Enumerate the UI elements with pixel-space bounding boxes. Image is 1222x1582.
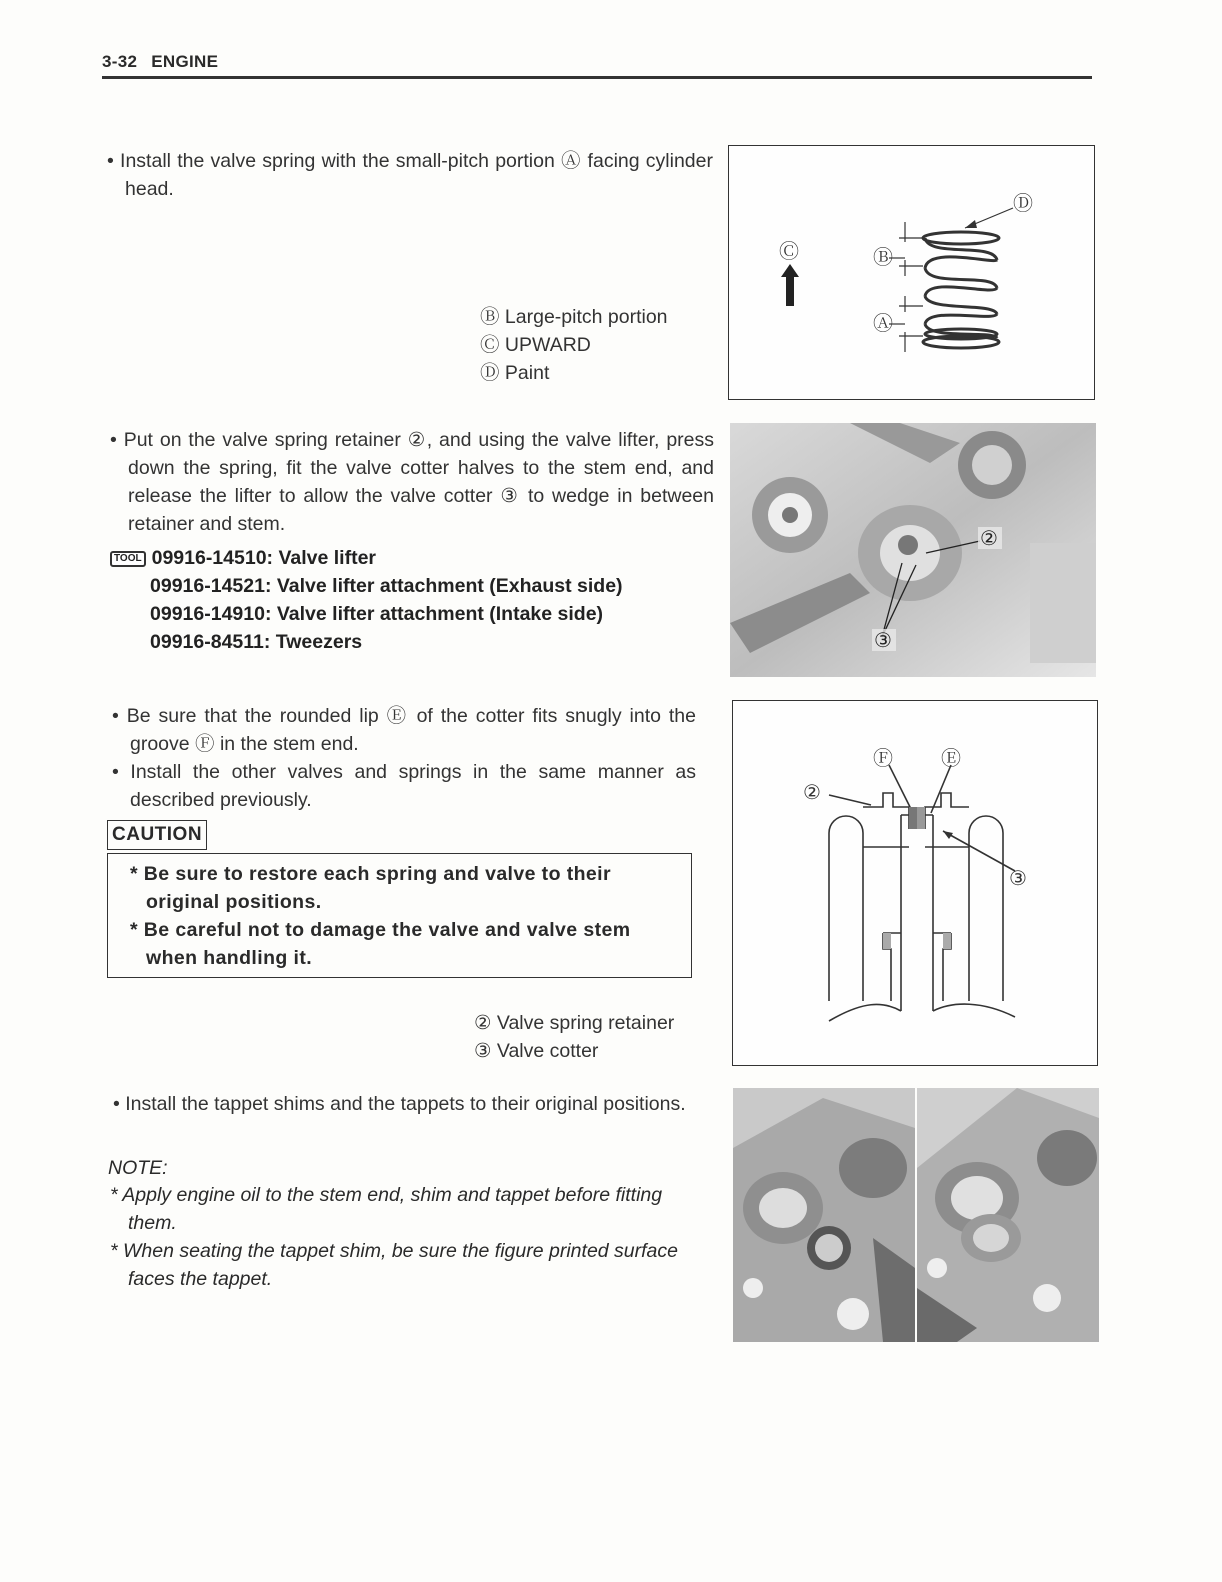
step2-text: • Put on the valve spring retainer ②, and using the valve lifter, press down the spring, fit the valve cotter halves to the stem end, and release the lifter to allow the valve cotter ③ to wedge in between retainer and stem. bbox=[110, 426, 714, 538]
valve-lifter-photo bbox=[730, 423, 1096, 677]
cross-section-illustration bbox=[733, 701, 1096, 1064]
note-title: NOTE: bbox=[108, 1157, 168, 1179]
upward-arrow-icon bbox=[781, 264, 799, 306]
legend-item: Ⓑ Large-pitch portion bbox=[480, 306, 668, 328]
caution-item: * Be careful not to damage the valve and valve stem when handling it. bbox=[130, 919, 631, 969]
legend-item: ② Valve spring retainer bbox=[474, 1012, 675, 1034]
step1-legend bbox=[480, 303, 668, 387]
spring-diagram bbox=[728, 145, 1095, 400]
header-rule bbox=[102, 76, 1092, 79]
label-e: Ⓔ bbox=[941, 748, 961, 770]
caution-item: * Be sure to restore each spring and valve to their original positions. bbox=[130, 863, 611, 913]
spring-illustration bbox=[729, 146, 1093, 398]
step4-text: • Install the tappet shims and the tappets to their original positions. bbox=[113, 1090, 715, 1118]
label-retainer: ② bbox=[803, 782, 821, 804]
legend-item: ③ Valve cotter bbox=[474, 1040, 599, 1062]
label-a: Ⓐ bbox=[873, 313, 893, 335]
tool-item: 09916-14910: Valve lifter attachment (Intake side) bbox=[150, 603, 604, 625]
label-retainer: ② bbox=[980, 528, 998, 550]
step3-bullet: • Be sure that the rounded lip Ⓔ of the cotter fits snugly into the groove Ⓕ in the stem end. bbox=[112, 702, 696, 758]
label-c: Ⓒ bbox=[779, 241, 799, 263]
label-f: Ⓕ bbox=[873, 748, 893, 770]
step3-bullets bbox=[112, 702, 696, 814]
caution-box bbox=[107, 853, 692, 978]
step3-bullet: • Install the other valves and springs in the same manner as described previously. bbox=[112, 758, 696, 814]
tappet-photo-left bbox=[733, 1088, 915, 1342]
legend-item: Ⓓ Paint bbox=[480, 362, 550, 384]
spring-coil-icon bbox=[923, 232, 999, 348]
step1-text: • Install the valve spring with the small-pitch portion Ⓐ facing cylinder head. bbox=[107, 147, 713, 203]
tool-item: 09916-14521: Valve lifter attachment (Exhaust side) bbox=[150, 575, 623, 597]
tappet-photo-right bbox=[917, 1088, 1099, 1342]
tool-icon: TOOL bbox=[110, 551, 146, 567]
label-cotter: ③ bbox=[874, 630, 892, 652]
photo-illustration bbox=[733, 1088, 915, 1342]
note-item: * When seating the tappet shim, be sure the figure printed surface faces the tappet. bbox=[110, 1240, 678, 1290]
page-header bbox=[102, 52, 218, 72]
tool-item: TOOL 09916-14510: Valve lifter bbox=[110, 544, 623, 572]
legend-item: Ⓒ UPWARD bbox=[480, 334, 591, 356]
caution-label: CAUTION bbox=[107, 820, 207, 850]
note-item: * Apply engine oil to the stem end, shim and tappet before fitting them. bbox=[110, 1184, 663, 1234]
tool-item: 09916-84511: Tweezers bbox=[150, 631, 363, 653]
photo-illustration bbox=[917, 1088, 1099, 1342]
notes bbox=[110, 1181, 702, 1293]
label-b: Ⓑ bbox=[873, 247, 893, 269]
page-number: 3-32 bbox=[102, 52, 138, 71]
label-cotter: ③ bbox=[1009, 868, 1027, 890]
tool-list bbox=[110, 544, 623, 656]
label-d: Ⓓ bbox=[1013, 193, 1033, 215]
section-title: ENGINE bbox=[151, 52, 219, 71]
cotter-cross-section-diagram bbox=[732, 700, 1098, 1066]
photo-illustration bbox=[730, 423, 1096, 677]
step3-legend bbox=[474, 1009, 674, 1065]
